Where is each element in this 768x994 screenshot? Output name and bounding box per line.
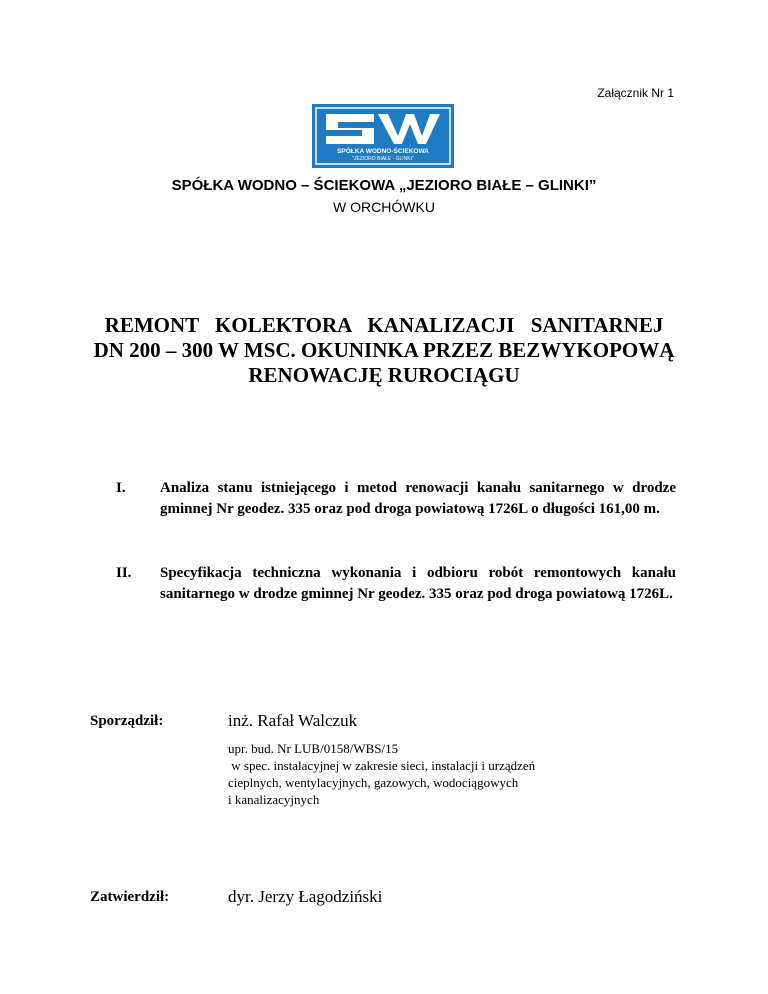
details-line: w spec. instalacyjnej w zakresie sieci, instalacji i urządzeń	[228, 758, 536, 773]
prepared-by-details	[228, 740, 535, 808]
contents-item-text: Analiza stanu istniejącego i metod renowacji kanału sanitarnego w drodze gminnej Nr geodez. 335 oraz pod droga powiatową 1726L o długości 161,00 m.	[160, 480, 676, 517]
details-line: upr. bud. Nr LUB/0158/WBS/15	[228, 741, 399, 756]
title-line2: DN 200 – 300 W MSC. OKUNINKA PRZEZ BEZWYKOPOWĄ	[93, 338, 675, 362]
organization-name: SPÓŁKA WODNO – ŚCIEKOWA „JEZIORO BIAŁE – GLINKI”	[171, 177, 597, 194]
contents-item	[116, 563, 676, 629]
title-line3: RENOWACJĘ RUROCIĄGU	[248, 363, 520, 387]
company-logo	[312, 104, 454, 168]
details-line: cieplnych, wentylacyjnych, gazowych, wodociągowych	[228, 775, 519, 790]
contents-item	[116, 478, 676, 544]
prepared-by-name: inż. Rafał Walczuk	[228, 711, 358, 730]
logo-graphic	[312, 104, 454, 168]
title-line1: REMONT KOLEKTORA KANALIZACJI SANITARNEJ	[104, 313, 664, 337]
document-title	[60, 313, 708, 388]
approved-by-name: dyr. Jerzy Łagodziński	[228, 887, 383, 906]
logo-line1: SPÓŁKA WODNO-ŚCIEKOWA	[337, 148, 429, 155]
approved-by-label: Zatwierdził:	[90, 889, 170, 905]
organization-city: W ORCHÓWKU	[333, 199, 435, 215]
annex-label: Załącznik Nr 1	[597, 86, 674, 100]
contents-item-number: II.	[116, 565, 132, 581]
contents-item-text: Specyfikacja techniczna wykonania i odbioru robót remontowych kanału sanitarnego w drodze gminnej Nr geodez. 335 oraz pod droga powiatową 1726L.	[160, 565, 676, 602]
contents-item-number: I.	[116, 480, 126, 496]
logo-line2: "JEZIORO BIAŁE - GLINKI"	[352, 156, 414, 162]
details-line: i kanalizacyjnych	[228, 792, 320, 807]
prepared-by-label: Sporządził:	[90, 713, 164, 729]
